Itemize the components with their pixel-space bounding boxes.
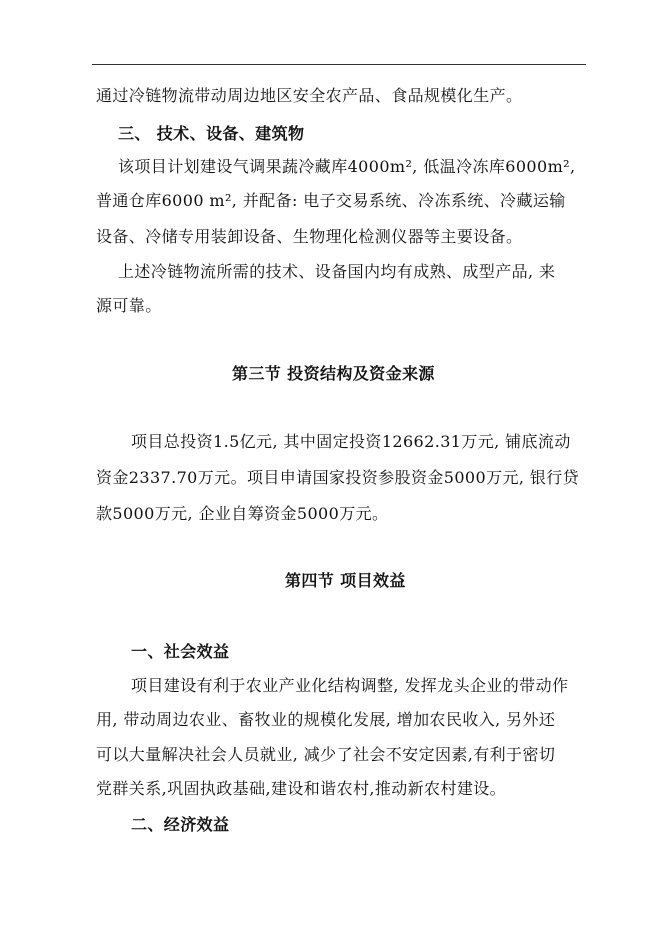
paragraph-line: 普通仓库6000 m², 并配备: 电子交易系统、冷冻系统、冷藏运输: [96, 191, 566, 210]
paragraph-line: 项目总投资1.5亿元, 其中固定投资12662.31万元, 铺底流动: [131, 432, 571, 451]
paragraph-line: 党群关系,巩固执政基础,建设和谐农村,推动新农村建设。: [96, 779, 507, 798]
section-title-investment-structure: 第三节 投资结构及资金来源: [232, 364, 435, 383]
paragraph-line: 设备、冷储专用装卸设备、生物理化检测仪器等主要设备。: [96, 227, 523, 246]
paragraph-line: 项目建设有利于农业产业化结构调整, 发挥龙头企业的带动作: [131, 676, 569, 695]
paragraph-line: 该项目计划建设气调果蔬冷藏库4000m², 低温冷冻库6000m²,: [118, 157, 576, 176]
section-title-project-benefits: 第四节 项目效益: [285, 571, 406, 590]
paragraph-line: 款5000万元, 企业自筹资金5000万元。: [96, 504, 389, 523]
paragraph-line: 上述冷链物流所需的技术、设备国内均有成熟、成型产品, 来: [118, 262, 556, 281]
heading-economic-benefits: 二、经济效益: [131, 815, 230, 834]
heading-technology-equipment-buildings: 三、 技术、设备、建筑物: [118, 124, 305, 143]
paragraph-line: 源可靠。: [96, 296, 162, 315]
heading-social-benefits: 一、社会效益: [131, 642, 230, 661]
paragraph-line: 用, 带动周边农业、畜牧业的规模化发展, 增加农民收入, 另外还: [96, 710, 556, 729]
header-rule: [92, 64, 586, 65]
paragraph-line: 资金2337.70万元。项目申请国家投资参股资金5000万元, 银行贷: [96, 468, 580, 487]
paragraph-line: 可以大量解决社会人员就业, 减少了社会不安定因素,有利于密切: [96, 745, 556, 764]
paragraph-line: 通过冷链物流带动周边地区安全农产品、食品规模化生产。: [96, 86, 523, 105]
